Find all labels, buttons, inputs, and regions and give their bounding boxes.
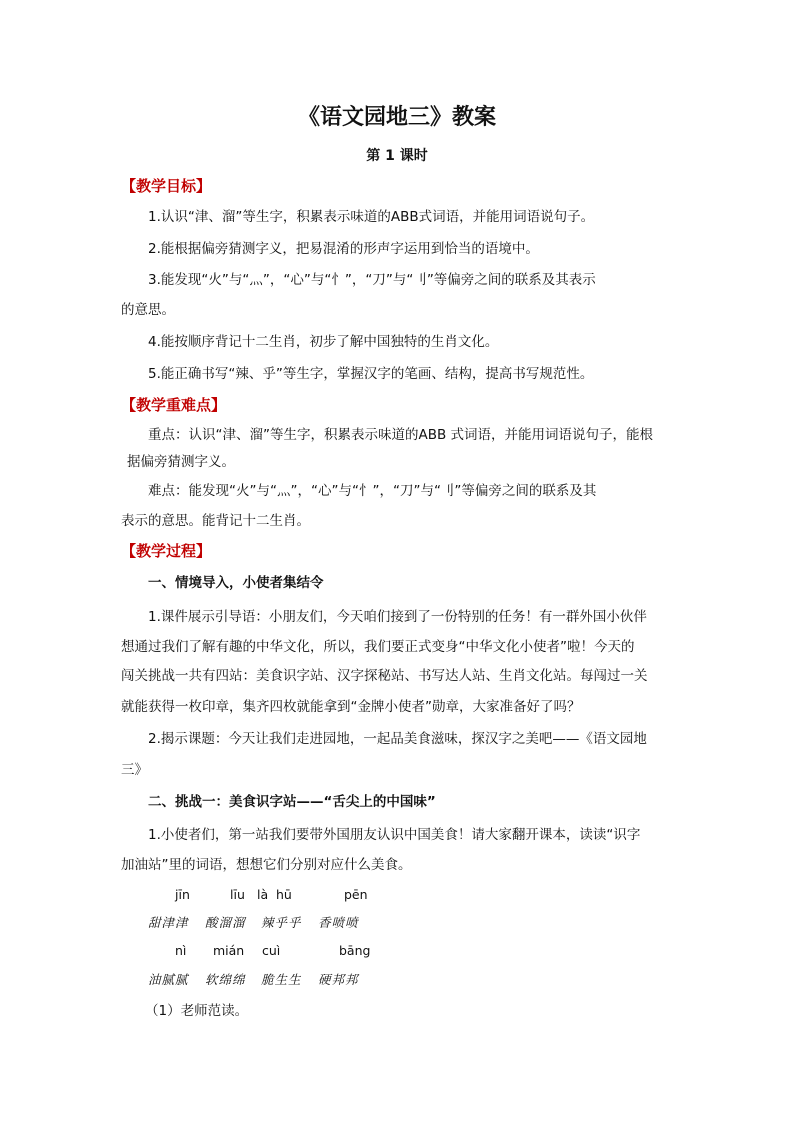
goal-line: 1.认识“津、溜”等生字，积累表示味道的ABB式词语，并能用词语说句子。: [148, 209, 595, 225]
step1-line: 三》: [121, 762, 148, 778]
step2-line: 1.小使者们，第一站我们要带外国朋友认识中国美食！请大家翻开课本，读读“识字: [148, 827, 641, 843]
pinyin: hū: [276, 887, 292, 902]
step1-line: 闯关挑战一共有四站：美食识字站、汉字探秘站、书写达人站、生肖文化站。每闯过一关: [121, 668, 648, 684]
step2-heading: 二、挑战一：美食识字站——“舌尖上的中国味”: [148, 794, 436, 810]
goal-line: 5.能正确书写“辣、乎”等生字，掌握汉字的笔画、结构，提高书写规范性。: [148, 366, 594, 382]
pinyin: bāng: [339, 943, 371, 958]
step1-line: 1.课件展示引导语：小朋友们，今天咱们接到了一份特别的任务！有一群外国小伙伴: [148, 609, 647, 625]
section-goals-heading: 【教学目标】: [121, 177, 212, 195]
word: 甜津津: [148, 915, 189, 930]
goal-line: 2.能根据偏旁猜测字义，把易混淆的形声字运用到恰当的语境中。: [148, 241, 539, 257]
word: 油腻腻: [148, 972, 189, 987]
word: 硬邦邦: [318, 972, 359, 987]
word: 酸溜溜: [205, 915, 246, 930]
page-title: 《语文园地三》教案: [297, 105, 496, 130]
pinyin: mián: [213, 943, 245, 958]
pinyin: pēn: [344, 887, 368, 902]
goal-line: 的意思。: [121, 302, 175, 318]
section-key-heading: 【教学重难点】: [121, 396, 227, 414]
step1-line: 2.揭示课题：今天让我们走进园地，一起品美食滋味，探汉字之美吧——《语文园地: [148, 731, 647, 747]
pinyin: līu: [230, 887, 245, 902]
key-point-line: 表示的意思。能背记十二生肖。: [121, 513, 310, 529]
page-subtitle: 第 1 课时: [366, 148, 428, 164]
step1-line: 想通过我们了解有趣的中华文化，所以，我们要正式变身“中华文化小使者”啦！今天的: [121, 639, 635, 655]
pinyin: cuì: [262, 943, 281, 958]
goal-line: 4.能按顺序背记十二生肖，初步了解中国独特的生肖文化。: [148, 334, 499, 350]
pinyin: jīn: [175, 887, 190, 902]
word: 软绵绵: [205, 972, 246, 987]
goal-line: 3.能发现“火”与“灬”，“心”与“忄”，“刀”与“刂”等偏旁之间的联系及其表示: [148, 272, 596, 288]
pinyin: nì: [175, 943, 187, 958]
step2-line: 加油站”里的词语，想想它们分别对应什么美食。: [121, 857, 412, 873]
note-line: （1）老师范读。: [145, 1003, 249, 1019]
step1-line: 就能获得一枚印章，集齐四枚就能拿到“金牌小使者”勋章，大家准备好了吗？: [121, 699, 581, 715]
word: 脆生生: [261, 972, 302, 987]
word: 辣乎乎: [261, 915, 302, 930]
key-point-line: 难点：能发现“火”与“灬”，“心”与“忄”，“刀”与“刂”等偏旁之间的联系及其: [148, 483, 597, 499]
key-point-line: 重点：认识“津、溜”等生字，积累表示味道的ABB 式词语，并能用词语说句子，能根: [148, 427, 654, 443]
section-process-heading: 【教学过程】: [121, 542, 212, 560]
key-point-line: 据偏旁猜测字义。: [127, 454, 235, 470]
pinyin: là: [257, 887, 269, 902]
step1-heading: 一、情境导入，小使者集结令: [148, 575, 324, 591]
word: 香喷喷: [318, 915, 359, 930]
